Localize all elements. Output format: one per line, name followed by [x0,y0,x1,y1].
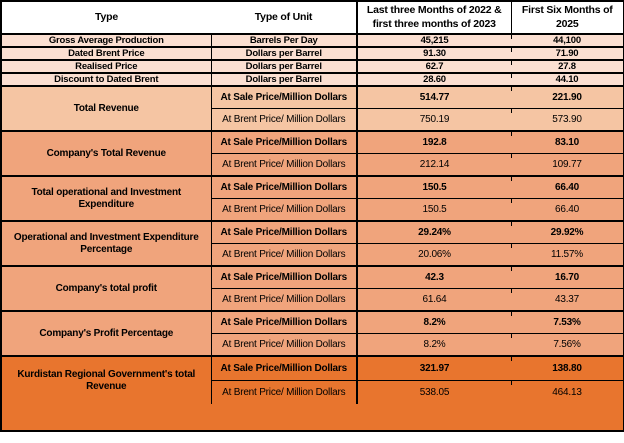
cell-group-type: Kurdistan Regional Government's total Revenue [17,369,196,392]
table-row [1,131,624,154]
cell-group-type: Operational and Investment Expenditure Percentage [1,221,211,266]
table-row [1,221,624,244]
cell-group-type: Total operational and Investment Expenditure [1,176,211,221]
cell-group-type: Company's Total Revenue [1,131,211,176]
table-footer-spacer [1,404,624,431]
cell-value-period1: 8.2% [357,334,511,357]
cell-value-period2: 66.40 [511,199,624,222]
cell-value-period2: 7.53% [511,311,624,334]
cell-value-period2: 7.56% [511,334,624,357]
cell-value-period1: 150.5 [357,176,511,199]
table-row [1,86,624,109]
cell-value-period2: 221.90 [511,86,624,109]
cell-value-period1: 29.24% [357,221,511,244]
cell-value-period2: 573.90 [511,109,624,132]
cell-value-period1: 28.60 [357,73,511,86]
cell-unit: Dollars per Barrel [211,73,357,86]
cell-unit: Barrels Per Day [211,34,357,47]
cell-value-period2: 464.13 [511,381,624,405]
cell-value-period2: 16.70 [511,266,624,289]
cell-value-period2: 27.8 [511,60,624,73]
cell-value-period2: 66.40 [511,176,624,199]
cell-value-period1: 20.06% [357,244,511,267]
cell-value-period1: 8.2% [357,311,511,334]
cell-value-period1: 61.64 [357,289,511,312]
cell-unit: At Sale Price/Million Dollars [211,356,357,381]
cell-value-period1: 45,215 [357,34,511,47]
cell-unit: At Sale Price/Million Dollars [211,176,357,199]
table-row [1,73,624,86]
cell-value-period1: 91.30 [357,47,511,60]
table-row [1,266,624,289]
cell-value-period1: 150.5 [357,199,511,222]
header-period-2: First Six Months of 2025 [511,1,624,34]
cell-type: Realised Price [1,60,211,73]
cell-unit: At Brent Price/ Million Dollars [211,381,357,405]
cell-value-period2: 29.92% [511,221,624,244]
cell-unit: At Brent Price/ Million Dollars [211,154,357,177]
cell-value-period2: 109.77 [511,154,624,177]
header-type-of-unit: Type of Unit [211,1,357,34]
cell-value-period1: 514.77 [357,86,511,109]
table-row [1,34,624,47]
cell-group-type: Company's Profit Percentage [1,311,211,356]
cell-value-period2: 43.37 [511,289,624,312]
header-row [1,1,624,34]
cell-value-period2: 44.10 [511,73,624,86]
cell-unit: At Sale Price/Million Dollars [211,86,357,109]
cell-group-type: Company's total profit [1,266,211,311]
cell-unit: At Brent Price/ Million Dollars [211,244,357,267]
table-row [1,176,624,199]
cell-type: Discount to Dated Brent [1,73,211,86]
cell-value-period1: 538.05 [419,387,450,398]
cell-value-period2: 83.10 [511,131,624,154]
cell-unit: Dollars per Barrel [211,60,357,73]
cell-value-period2: 11.57% [511,244,624,267]
table-row [1,60,624,73]
table-row [1,356,624,381]
cell-value-period1: 212.14 [357,154,511,177]
cell-value-period2: 71.90 [511,47,624,60]
cell-unit: At Brent Price/ Million Dollars [211,109,357,132]
header-type: Type [1,1,211,34]
table-row [1,47,624,60]
cell-type: Gross Average Production [1,34,211,47]
cell-unit: At Sale Price/Million Dollars [211,131,357,154]
cell-unit: At Brent Price/ Million Dollars [211,334,357,357]
cell-value-period1: 750.19 [357,109,511,132]
cell-group-type: Total Revenue [1,86,211,131]
cell-unit: At Sale Price/Million Dollars [211,266,357,289]
table-row [1,404,624,431]
cell-type: Dated Brent Price [1,47,211,60]
cell-value-period1: 321.97 [357,356,511,381]
cell-value-period1: 192.8 [357,131,511,154]
cell-unit: At Brent Price/ Million Dollars [211,289,357,312]
header-period-1: Last three Months of 2022 & first three months of 2023 [357,1,511,34]
cell-unit: At Sale Price/Million Dollars [211,221,357,244]
cell-unit: Dollars per Barrel [211,47,357,60]
cell-unit: At Brent Price/ Million Dollars [211,199,357,222]
cell-value-period1: 42.3 [357,266,511,289]
cell-value-period2: 44,100 [511,34,624,47]
table-row [1,311,624,334]
cell-value-period2: 138.80 [511,356,624,381]
cell-value-period1: 62.7 [357,60,511,73]
cell-unit: At Sale Price/Million Dollars [211,311,357,334]
